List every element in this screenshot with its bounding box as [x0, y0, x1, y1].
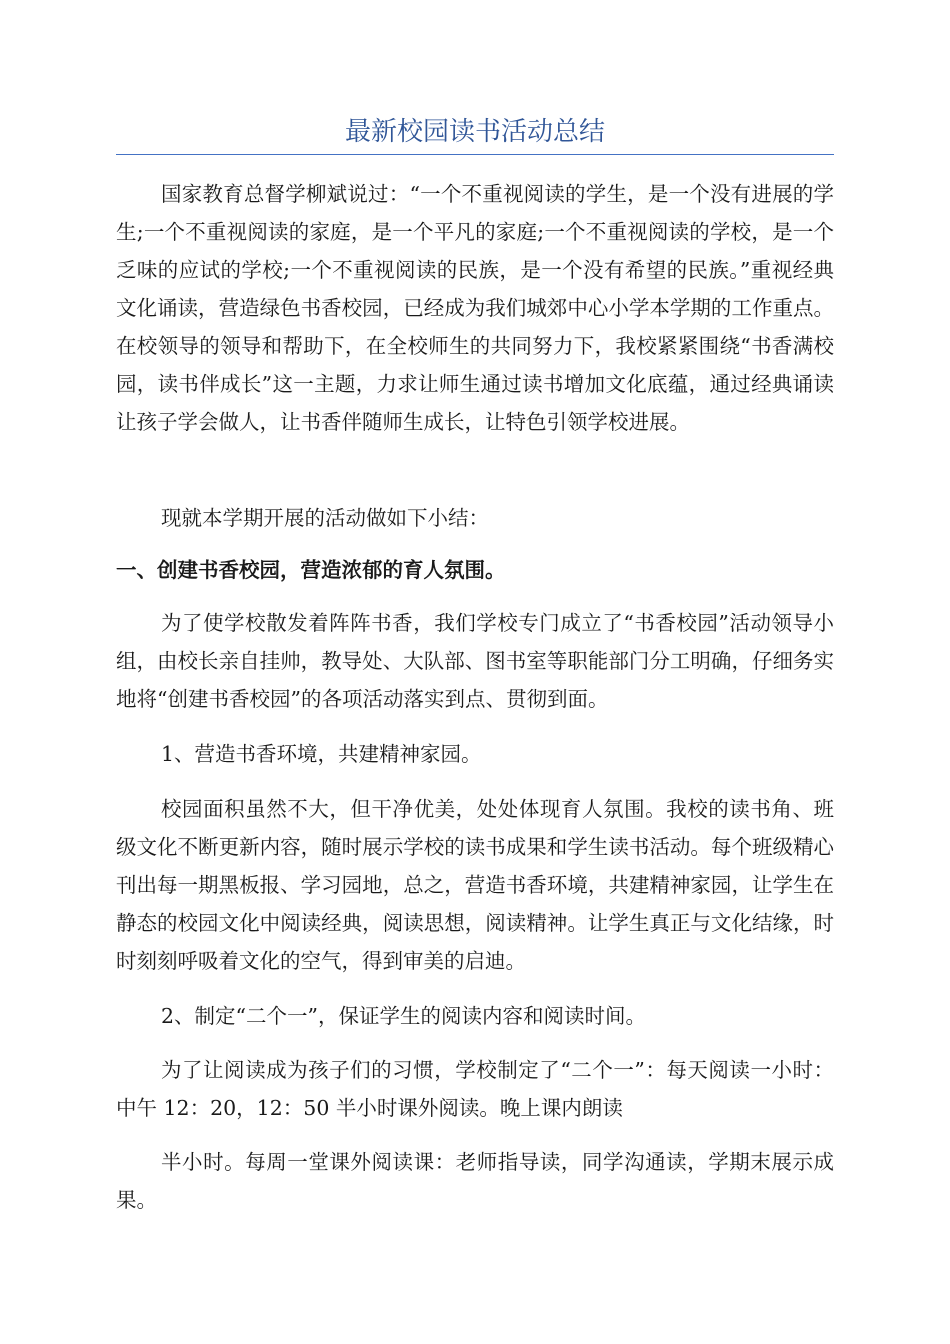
intro-paragraph: 国家教育总督学柳斌说过：“一个不重视阅读的学生，是一个没有进展的学生;一个不重视阅读的家庭，是一个平凡的家庭;一个不重视阅读的学校，是一个乏味的应试的学校;一个不重视阅读的民族，是一个没有希望的民族。”重视经典文化诵读，营造绿色书香校园，已经成为我们城郊中心小学本学期的工作重点。在校领导的领导和帮助下，在全校师生的共同努力下，我校紧紧围绕“书香满校园，读书伴成长”这一主题，力求让师生通过读书增加文化底蕴，通过经典诵读让孩子学会做人，让书香伴随师生成长，让特色引领学校进展。 — [116, 182, 834, 434]
item2-paragraph: 为了让阅读成为孩子们的习惯，学校制定了“二个一”：每天阅读一小时：中午 12：20，12：50 半小时课外阅读。晚上课内朗读 — [116, 1058, 834, 1120]
title-underline — [116, 154, 834, 155]
item2-heading: 2、制定“二个一”，保证学生的阅读内容和阅读时间。 — [161, 1004, 647, 1028]
item1-heading: 1、营造书香环境，共建精神家园。 — [161, 742, 482, 766]
section-heading-1: 一、创建书香校园，营造浓郁的育人氛围。 — [116, 558, 506, 582]
summary-line: 现就本学期开展的活动做如下小结： — [161, 506, 489, 530]
item2-paragraph-continued: 半小时。每周一堂课外阅读课：老师指导读，同学沟通读，学期末展示成果。 — [116, 1150, 834, 1212]
section1-paragraph: 为了使学校散发着阵阵书香，我们学校专门成立了“书香校园”活动领导小组，由校长亲自挂帅，教导处、大队部、图书室等职能部门分工明确，仔细务实地将“创建书香校园”的各项活动落实到点、贯彻到面。 — [116, 611, 834, 711]
item1-paragraph: 校园面积虽然不大，但干净优美，处处体现育人氛围。我校的读书角、班级文化不断更新内容，随时展示学校的读书成果和学生读书活动。每个班级精心刊出每一期黑板报、学习园地，总之，营造书香环境，共建精神家园，让学生在静态的校园文化中阅读经典，阅读思想，阅读精神。让学生真正与文化结缘，时时刻刻呼吸着文化的空气，得到审美的启迪。 — [116, 797, 834, 973]
document-title: 最新校园读书活动总结 — [344, 117, 605, 147]
